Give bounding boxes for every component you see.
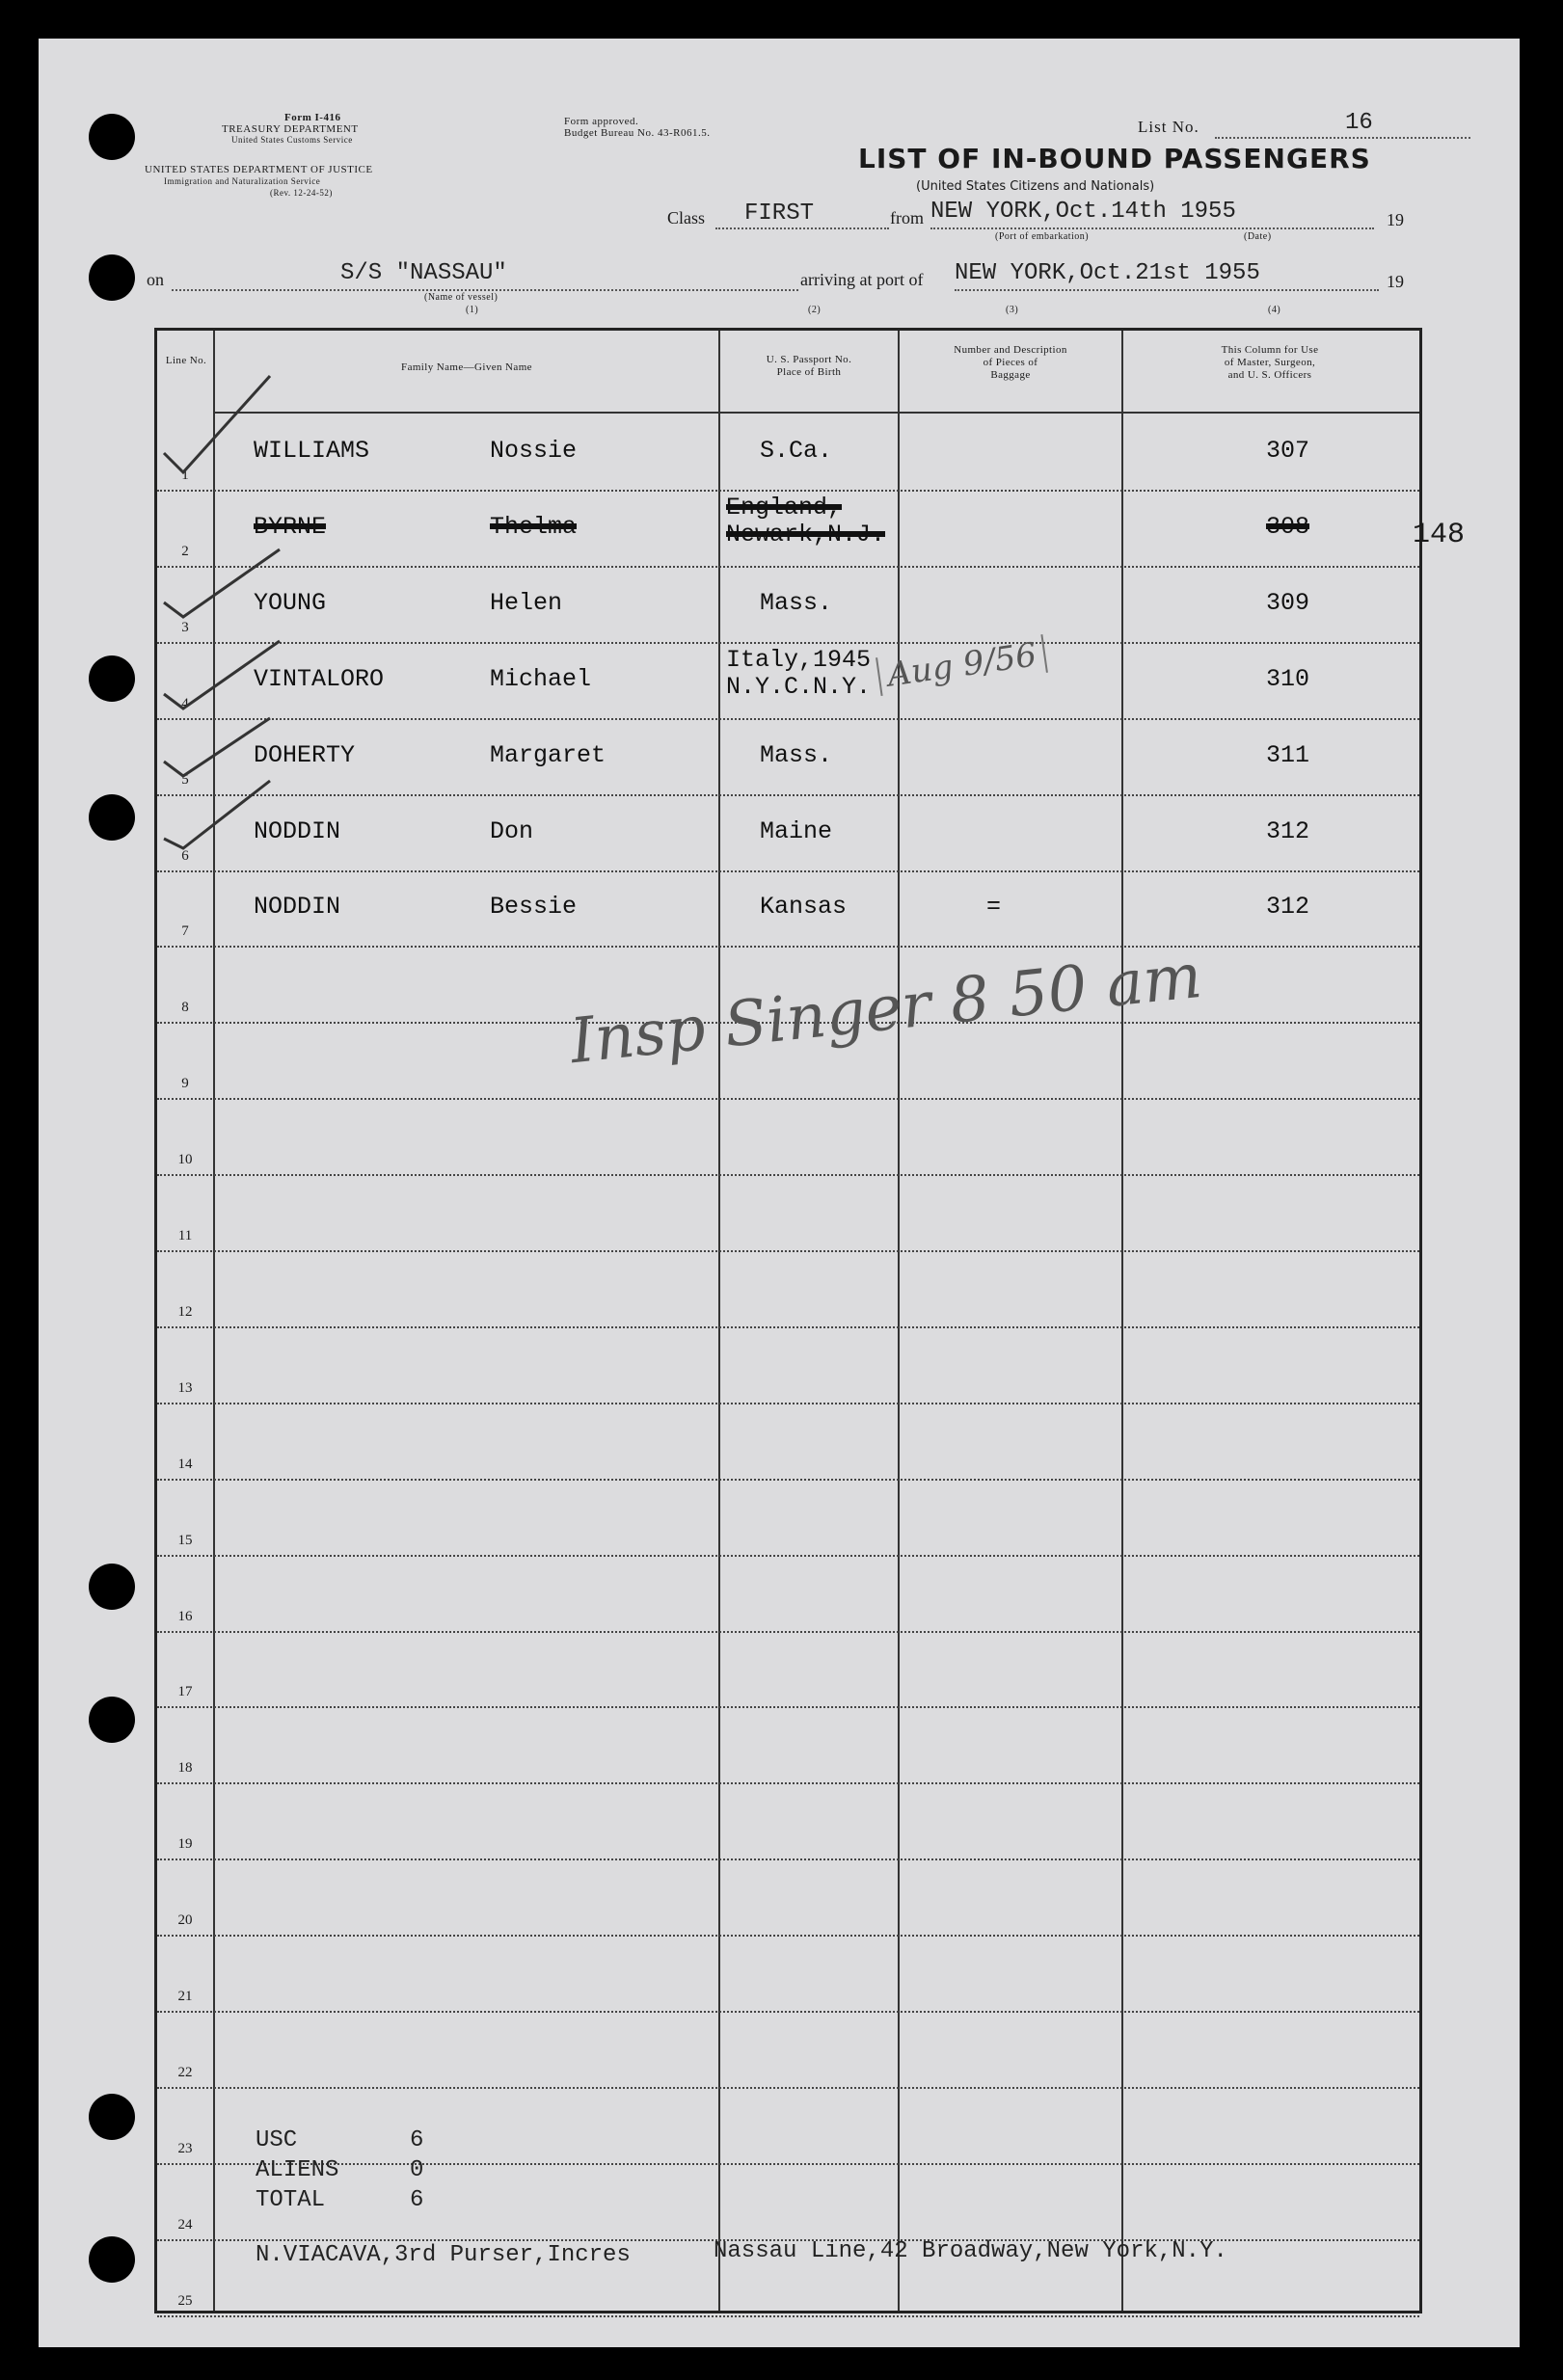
place-of-birth: England, — [726, 493, 843, 521]
punch-hole — [89, 1697, 135, 1743]
table-row — [157, 1859, 1419, 1937]
year-prefix: 19 — [1387, 272, 1404, 291]
place-of-birth-line2: N.Y.C.N.Y. — [726, 672, 872, 701]
table-row — [157, 566, 1419, 644]
table-row — [157, 490, 1419, 568]
header-officers — [1125, 344, 1415, 382]
treasury-label: TREASURY DEPARTMENT — [222, 123, 359, 135]
form-subtitle: (United States Citizens and Nationals) — [916, 179, 1155, 194]
date-caption: (Date) — [1244, 231, 1272, 242]
given-name: Nossie — [490, 437, 578, 465]
officer-number: 308 — [1266, 512, 1310, 541]
family-name: YOUNG — [254, 588, 327, 617]
arriving-field — [955, 260, 1379, 291]
officer-number: 307 — [1266, 437, 1310, 465]
family-name: WILLIAMS — [254, 437, 370, 465]
form-approved: Form approved. — [564, 116, 639, 127]
header-baggage-line: of Pieces of — [983, 357, 1038, 368]
vessel-value: S/S "NASSAU" — [340, 260, 507, 286]
table-row — [157, 1479, 1419, 1557]
header-officers-line: of Master, Surgeon, — [1224, 357, 1316, 368]
place-of-birth: S.Ca. — [760, 437, 833, 465]
aliens-label: ALIENS — [256, 2157, 339, 2183]
header-birth-line: Place of Birth — [776, 366, 842, 378]
line-number: 8 — [181, 1000, 189, 1016]
line-number: 24 — [177, 2216, 193, 2233]
line-number: 5 — [181, 771, 189, 788]
line-number: 10 — [177, 1152, 193, 1168]
punch-hole — [89, 1564, 135, 1610]
family-name: BYRNE — [254, 512, 327, 541]
arriving-label: arriving at port of — [800, 270, 924, 289]
officer-number: 311 — [1266, 740, 1310, 769]
line-number: 17 — [177, 1684, 193, 1700]
header-baggage — [902, 344, 1119, 382]
handwritten-note: Aug 9/56 — [876, 634, 1048, 696]
table-row — [157, 1630, 1419, 1708]
line-number: 11 — [177, 1228, 193, 1243]
line-number: 13 — [177, 1379, 193, 1396]
line-number: 22 — [177, 2064, 193, 2080]
naturalization-label: Immigration and Naturalization Service — [164, 176, 321, 186]
table-row — [157, 1098, 1419, 1176]
line-number: 16 — [177, 1608, 193, 1624]
baggage: = — [986, 893, 1002, 922]
table-row — [157, 1174, 1419, 1252]
table-row — [157, 1706, 1419, 1784]
header-officers-line: and U. S. Officers — [1227, 369, 1312, 381]
margin-note: 148 — [1413, 519, 1466, 551]
officer-number: 309 — [1266, 588, 1310, 617]
punch-hole — [89, 655, 135, 702]
from-label: from — [890, 208, 924, 227]
line-number: 6 — [181, 847, 189, 864]
officer-number: 310 — [1266, 664, 1310, 693]
customs-label: United States Customs Service — [231, 135, 353, 145]
header-passport-line: U. S. Passport No. — [766, 354, 852, 365]
vessel-caption: (Name of vessel) — [424, 292, 499, 303]
document-sheet — [39, 39, 1520, 2347]
given-name: Margaret — [490, 740, 606, 769]
line-number: 7 — [181, 923, 189, 940]
header-name: Family Name—Given Name — [401, 361, 532, 373]
header-line-no: Line No. — [165, 355, 207, 366]
given-name: Thelma — [490, 512, 578, 541]
from-value: NEW YORK,Oct.14th 1955 — [930, 199, 1236, 225]
table-row — [157, 1403, 1419, 1481]
table-row — [157, 794, 1419, 872]
table-row — [157, 1326, 1419, 1404]
table-row — [157, 2011, 1419, 2089]
officer-number: 312 — [1266, 816, 1310, 845]
justice-label: UNITED STATES DEPARTMENT OF JUSTICE — [145, 164, 373, 175]
usc-label: USC — [256, 2127, 298, 2153]
place-of-birth: Mass. — [760, 588, 833, 617]
form-title: LIST OF IN-BOUND PASSENGERS — [858, 143, 1371, 174]
class-field — [715, 201, 889, 229]
line-number: 18 — [177, 1760, 193, 1777]
line-number: 1 — [181, 468, 189, 483]
table-row — [157, 869, 1419, 948]
port-caption: (Port of embarkation) — [995, 231, 1090, 242]
punch-hole — [89, 254, 135, 301]
punch-hole — [89, 114, 135, 160]
column-number-1: (1) — [466, 305, 479, 315]
table-row — [157, 2087, 1419, 2165]
total-label: TOTAL — [256, 2187, 326, 2213]
place-of-birth: Kansas — [760, 893, 848, 922]
line-number: 15 — [177, 1532, 193, 1548]
given-name: Helen — [490, 588, 563, 617]
place-of-birth: Mass. — [760, 740, 833, 769]
column-number-2: (2) — [808, 305, 822, 315]
table-row — [157, 1555, 1419, 1633]
table-row — [157, 2163, 1419, 2241]
purser-signature: N.VIACAVA,3rd Purser,Incres — [256, 2242, 631, 2268]
line-number: 9 — [181, 1076, 189, 1092]
column-number-4: (4) — [1268, 305, 1281, 315]
family-name: DOHERTY — [254, 740, 356, 769]
line-number: 3 — [181, 619, 189, 635]
year-prefix: 19 — [1387, 210, 1404, 229]
form-number: Form I-416 — [284, 112, 341, 123]
line-number: 21 — [177, 1989, 193, 2004]
line-number: 19 — [177, 1836, 193, 1853]
line-number: 4 — [181, 695, 189, 711]
from-field — [930, 199, 1374, 229]
punch-hole — [89, 2236, 135, 2283]
header-baggage-line: Baggage — [990, 369, 1031, 381]
vessel-field — [172, 260, 798, 291]
line-number: 12 — [177, 1303, 193, 1320]
table-row — [157, 718, 1419, 796]
family-name: NODDIN — [254, 893, 341, 922]
list-no-label: List No. — [1138, 118, 1199, 136]
header-baggage-line: Number and Description — [954, 344, 1067, 356]
table-row — [157, 1782, 1419, 1860]
rev-label: (Rev. 12-24-52) — [270, 188, 333, 198]
table-row — [157, 1250, 1419, 1328]
given-name: Michael — [490, 664, 592, 693]
class-label: Class — [667, 208, 706, 227]
line-number: 25 — [177, 2292, 193, 2309]
given-name: Bessie — [490, 893, 578, 922]
place-of-birth-line2: Newark,N.J. — [726, 520, 886, 548]
line-number: 20 — [177, 1912, 193, 1929]
on-label: on — [147, 270, 164, 289]
header-passport — [722, 354, 896, 379]
officer-number: 312 — [1266, 893, 1310, 922]
line-address: Nassau Line,42 Broadway,New York,N.Y. — [714, 2238, 1227, 2264]
arriving-value: NEW YORK,Oct.21st 1955 — [955, 260, 1260, 286]
table-row — [157, 642, 1419, 720]
aliens-value: 0 — [410, 2157, 424, 2183]
line-number: 2 — [181, 543, 189, 559]
header-officers-line: This Column for Use — [1221, 344, 1319, 356]
family-name: NODDIN — [254, 816, 341, 845]
punch-hole — [89, 794, 135, 841]
table-row — [157, 1935, 1419, 2013]
list-no-value: 16 — [1345, 110, 1373, 136]
total-value: 6 — [410, 2187, 424, 2213]
punch-hole — [89, 2094, 135, 2140]
passenger-table — [154, 328, 1422, 2313]
list-no-field — [1215, 110, 1470, 139]
family-name: VINTALORO — [254, 664, 385, 693]
line-number: 14 — [177, 1456, 193, 1472]
table-row — [157, 414, 1419, 492]
usc-value: 6 — [410, 2127, 424, 2153]
column-number-3: (3) — [1006, 305, 1019, 315]
line-number: 23 — [177, 2140, 193, 2156]
place-of-birth: Italy,1945 — [726, 645, 872, 674]
class-value: FIRST — [744, 201, 815, 227]
given-name: Don — [490, 816, 534, 845]
budget-bureau: Budget Bureau No. 43-R061.5. — [564, 127, 711, 139]
place-of-birth: Maine — [760, 816, 833, 845]
inspector-signature: Insp Singer 8 50 am — [566, 940, 1205, 1079]
